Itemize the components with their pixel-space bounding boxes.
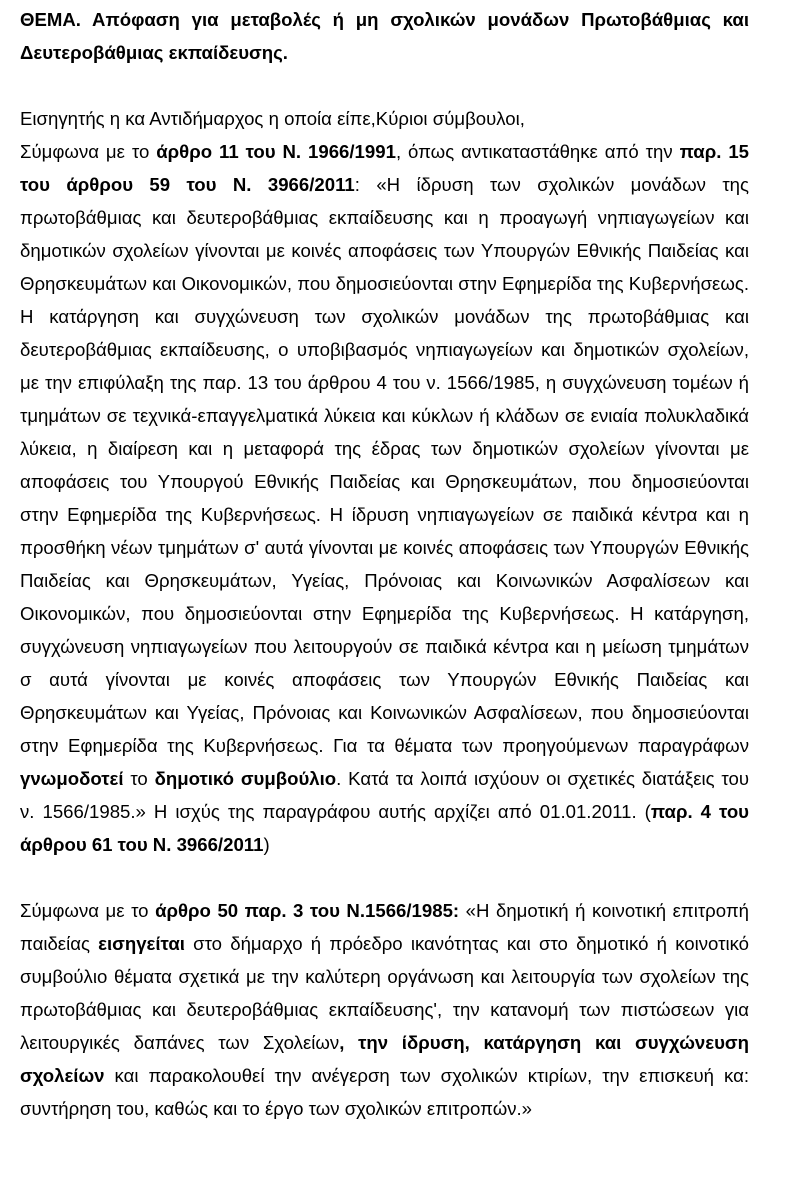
spacer — [20, 69, 749, 102]
text-run: Σύμφωνα με το — [20, 141, 157, 162]
title-text: Απόφαση για μεταβολές ή μη σχολικών μονάδων Πρωτοβάθμιας και Δευτεροβάθμιας εκπαίδευσης. — [20, 9, 749, 63]
text-run: , όπως αντικαταστάθηκε από την — [395, 141, 680, 162]
paragraph-law-1966 — [20, 135, 749, 861]
paragraph-law-1566 — [20, 894, 749, 1125]
text-run: Σύμφωνα με το — [20, 900, 156, 921]
title-label: ΘΕΜΑ. — [20, 9, 81, 30]
bold-run: εισηγείται — [98, 933, 185, 954]
spacer — [20, 861, 749, 894]
intro-line: Εισηγητής η κα Αντιδήμαρχος η οποία είπε,Κύριοι σύμβουλοι, — [20, 108, 525, 129]
bold-run: γνωμοδοτεί — [20, 768, 124, 789]
text-run: και παρακολουθεί την ανέγερση των σχολικών κτιρίων, την επισκευή κα: συντήρηση του, καθώς και το έργο των σχολικών επιτροπών.» — [20, 1065, 749, 1119]
text-run: στο δήμαρχο ή πρόεδρο ικανότητας και στο δημοτικό ή κοινοτικό συμβούλιο θέματα σχετικά με την καλύτερη οργάνωση και λειτουργία των σχολείων της πρωτοβάθμιας και δευτεροβάθμιας εκπαίδευσης', την κατανομή των πιστώσεων για λειτουργικές δαπάνες των Σχολείων — [20, 933, 750, 1053]
bold-run: άρθρο 50 παρ. 3 του Ν.1566/1985: — [155, 900, 460, 921]
text-run: : «Η ίδρυση των σχολικών μονάδων της πρωτοβάθμιας και δευτεροβάθμιας εκπαίδευσης και η προαγωγή νηπιαγωγείων και δημοτικών σχολείων γίνονται με κοινές αποφάσεις των Υπουργών Εθνικής Παιδείας και Θρησκευμάτων και Οικονομικών, που δημοσιεύονται στην Εφημερίδα της Κυβερνήσεως. Η κατάργηση και συγχώνευση των σχολικών μονάδων της πρωτοβάθμιας και δευτεροβάθμιας εκπαίδευσης, ο υποβιβασμός νηπιαγωγείων και δημοτικών σχολείων, με την επιφύλαξη της παρ. 13 του άρθρου 4 του ν. 1566/1985, η συγχώνευση τομέων ή τμημάτων σε τεχνικά-επαγγελματικά λύκεια και κύκλων ή κλάδων σε ενιαία πολυκλαδικά λύκεια, η διαίρεση και η μεταφορά της έδρας των δημοτικών σχολείων γίνονται με αποφάσεις του Υπουργού Εθνικής Παιδείας και Θρησκευμάτων, που δημοσιεύονται στην Εφημερίδα της Κυβερνήσεως. Η ίδρυση νηπιαγωγείων σε παιδικά κέντρα και η προσθήκη νέων τμημάτων σ' αυτά γίνονται με κοινές αποφάσεις των Υπουργών Εθνικής Παιδείας και Θρησκευμάτων, Υγείας, Πρόνοιας και Κοινωνικών Ασφαλίσεων και Οικονομικών, που δημοσιεύονται στην Εφημερίδα της Κυβερνήσεως. Η κατάργηση, συγχώνευση νηπιαγωγείων που λειτουργούν σε παιδικά κέντρα και η μείωση τμημάτων σ αυτά γίνονται με κοινές αποφάσεις των Υπουργών Εθνικής Παιδείας και Θρησκευμάτων και Υγείας, Πρόνοιας και Κοινωνικών Ασφαλίσεων, που δημοσιεύονται στην Εφημερίδα της Κυβερνήσεως. Για τα θέματα των προηγούμενων παραγράφων — [20, 174, 749, 756]
bold-run: παρ. 15 του άρθρου 59 του Ν. 3966/2011 — [20, 141, 749, 195]
bold-run: παρ. 4 του άρθρου 61 του Ν. 3966/2011 — [20, 801, 750, 855]
text-run: «Η δημοτική ή κοινοτική επιτροπή παιδείας — [20, 900, 750, 954]
document-title — [20, 3, 749, 69]
bold-run: άρθρο 11 του Ν. 1966/1991 — [156, 141, 396, 162]
text-run: . Κατά τα λοιπά ισχύουν οι σχετικές διατάξεις του ν. 1566/1985.» Η ισχύς της παραγράφου αυτής αρχίζει από 01.01.2011. ( — [20, 768, 749, 822]
bold-run: δημοτικό συμβούλιο — [154, 768, 337, 789]
text-run: ) — [263, 834, 270, 855]
text-run: το — [123, 768, 155, 789]
bold-run: , την ίδρυση, κατάργηση και συγχώνευση σχολείων — [20, 1032, 749, 1086]
document-page — [20, 3, 749, 1125]
